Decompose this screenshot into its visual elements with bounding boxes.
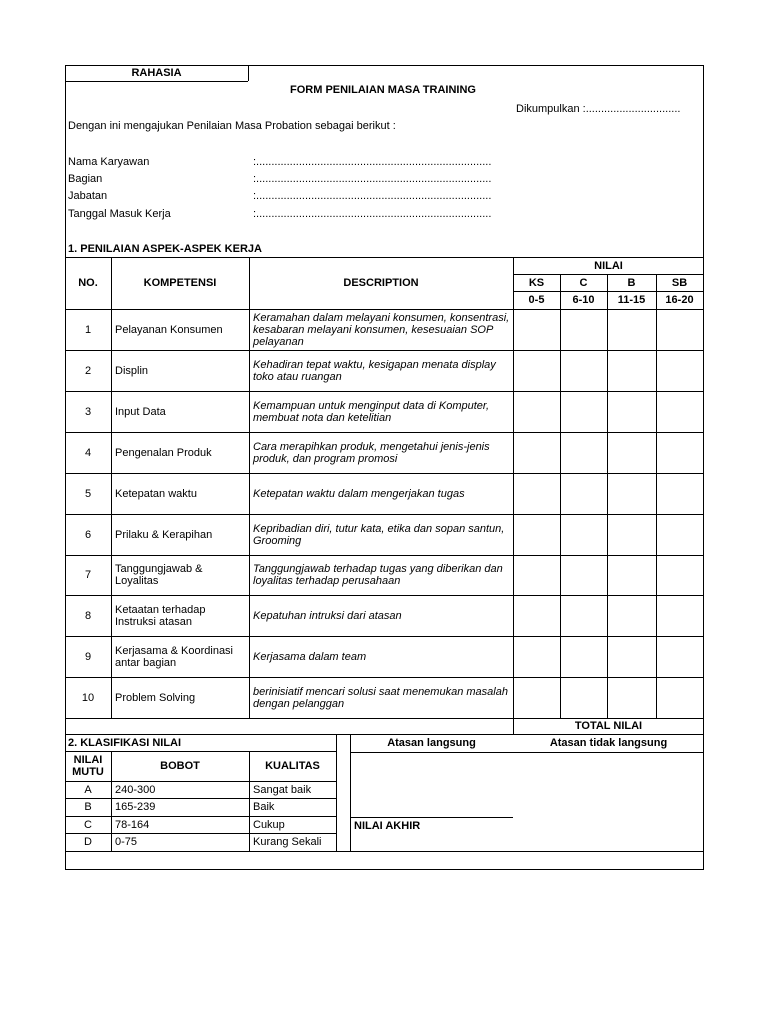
indirect-supervisor-label: Atasan tidak langsung bbox=[549, 737, 668, 749]
identity-value-field[interactable]: :............................................................................. bbox=[253, 173, 492, 185]
row-competency: Pelayanan Konsumen bbox=[115, 323, 223, 336]
row-competency: Pengenalan Produk bbox=[115, 446, 212, 459]
intro-text: Dengan ini mengajukan Penilaian Masa Probation sebagai berikut : bbox=[68, 120, 396, 132]
row-competency: Ketaatan terhadap Instruksi atasan bbox=[115, 603, 206, 628]
row-description: Kepatuhan intruksi dari atasan bbox=[253, 609, 402, 622]
score-level-b: B bbox=[627, 276, 636, 289]
col-header-grade: NILAI MUTU bbox=[72, 754, 104, 778]
score-column-c[interactable] bbox=[561, 310, 607, 718]
row-competency: Problem Solving bbox=[115, 691, 196, 704]
row-number: 9 bbox=[84, 650, 92, 663]
col-header-no: NO. bbox=[78, 277, 98, 289]
row-description: Cara merapihkan produk, mengetahui jenis-jenis produk, dan program promosi bbox=[253, 440, 490, 465]
row-competency: Tanggungjawab & Loyalitas bbox=[115, 563, 203, 587]
section1-title: 1. PENILAIAN ASPEK-ASPEK KERJA bbox=[68, 243, 262, 255]
identity-label: Nama Karyawan bbox=[68, 156, 150, 168]
row-competency: Prilaku & Kerapihan bbox=[115, 528, 213, 541]
col-header-score: NILAI bbox=[594, 259, 623, 272]
submitted-field: Dikumpulkan :............................... bbox=[516, 103, 681, 115]
score-range-c: 6-10 bbox=[572, 294, 595, 306]
score-level-c: C bbox=[579, 276, 588, 289]
final-score-label: NILAI AKHIR bbox=[354, 820, 421, 832]
identity-label: Jabatan bbox=[68, 190, 108, 202]
direct-supervisor-signature-box[interactable] bbox=[351, 753, 513, 817]
section2-title: 2. KLASIFIKASI NILAI bbox=[68, 737, 182, 749]
grade-weight: 165-239 bbox=[115, 801, 156, 813]
row-number: 4 bbox=[84, 446, 92, 459]
grade-weight: 78-164 bbox=[115, 818, 150, 831]
grade-weight: 0-75 bbox=[115, 836, 138, 848]
row-description: berinisiatif mencari solusi saat menemukan masalah dengan pelanggan bbox=[253, 685, 508, 710]
score-column-b[interactable] bbox=[608, 310, 656, 718]
row-number: 1 bbox=[84, 323, 92, 336]
row-description: Kemampuan untuk menginput data di Komputer, membuat nota dan ketelitian bbox=[253, 399, 490, 424]
row-number: 5 bbox=[84, 487, 92, 500]
form-title: FORM PENILAIAN MASA TRAINING bbox=[290, 84, 476, 96]
total-score-label: TOTAL NILAI bbox=[574, 720, 643, 732]
grade-letter: C bbox=[84, 818, 92, 831]
direct-supervisor-label: Atasan langsung bbox=[387, 737, 476, 749]
score-range-ks: 0-5 bbox=[528, 294, 545, 306]
score-column-ks[interactable] bbox=[514, 310, 560, 718]
row-description: Tanggungjawab terhadap tugas yang diberikan dan loyalitas terhadap perusahaan bbox=[253, 563, 503, 587]
confidential-label: RAHASIA bbox=[131, 67, 182, 79]
score-column-sb[interactable] bbox=[657, 310, 703, 718]
grade-weight: 240-300 bbox=[115, 783, 156, 796]
row-number: 3 bbox=[84, 405, 92, 418]
col-header-description: DESCRIPTION bbox=[343, 277, 419, 289]
col-header-weight: BOBOT bbox=[160, 760, 200, 772]
identity-label: Tanggal Masuk Kerja bbox=[68, 208, 171, 220]
score-level-ks: KS bbox=[528, 276, 545, 289]
col-header-competency: KOMPETENSI bbox=[143, 277, 217, 289]
row-description: Kerjasama dalam team bbox=[253, 650, 367, 663]
indirect-supervisor-signature-box[interactable] bbox=[514, 753, 703, 851]
grade-letter: B bbox=[84, 801, 92, 813]
row-description: Kepribadian diri, tutur kata, etika dan sopan santun, Grooming bbox=[253, 522, 505, 547]
identity-label: Bagian bbox=[68, 173, 103, 185]
row-description: Keramahan dalam melayani konsumen, konsentrasi, kesabaran melayani konsumen, kesesuaian SOP pelayanan bbox=[253, 311, 510, 348]
score-range-sb: 16-20 bbox=[665, 294, 694, 306]
row-competency: Kerjasama & Koordinasi antar bagian bbox=[115, 644, 234, 669]
col-header-quality: KUALITAS bbox=[265, 760, 320, 772]
identity-value-field[interactable]: :............................................................................. bbox=[253, 190, 492, 202]
row-number: 2 bbox=[84, 364, 92, 377]
row-number: 8 bbox=[84, 609, 92, 622]
grade-quality: Baik bbox=[253, 801, 275, 813]
grade-quality: Sangat baik bbox=[253, 783, 312, 796]
row-number: 7 bbox=[84, 569, 92, 581]
row-competency: Input Data bbox=[115, 405, 166, 418]
row-number: 10 bbox=[81, 691, 95, 704]
identity-value-field[interactable]: :............................................................................. bbox=[253, 208, 492, 220]
grade-quality: Cukup bbox=[253, 818, 285, 831]
row-competency: Displin bbox=[115, 364, 149, 377]
row-description: Kehadiran tepat waktu, kesigapan menata display toko atau ruangan bbox=[253, 358, 496, 383]
grade-letter: A bbox=[84, 783, 92, 796]
row-competency: Ketepatan waktu bbox=[115, 487, 197, 500]
score-level-sb: SB bbox=[671, 276, 688, 289]
score-range-b: 11-15 bbox=[617, 294, 646, 306]
row-number: 6 bbox=[84, 528, 92, 541]
row-description: Ketepatan waktu dalam mengerjakan tugas bbox=[253, 487, 465, 500]
identity-value-field[interactable]: :............................................................................. bbox=[253, 156, 492, 168]
grade-quality: Kurang Sekali bbox=[253, 836, 322, 848]
grade-letter: D bbox=[84, 836, 92, 848]
